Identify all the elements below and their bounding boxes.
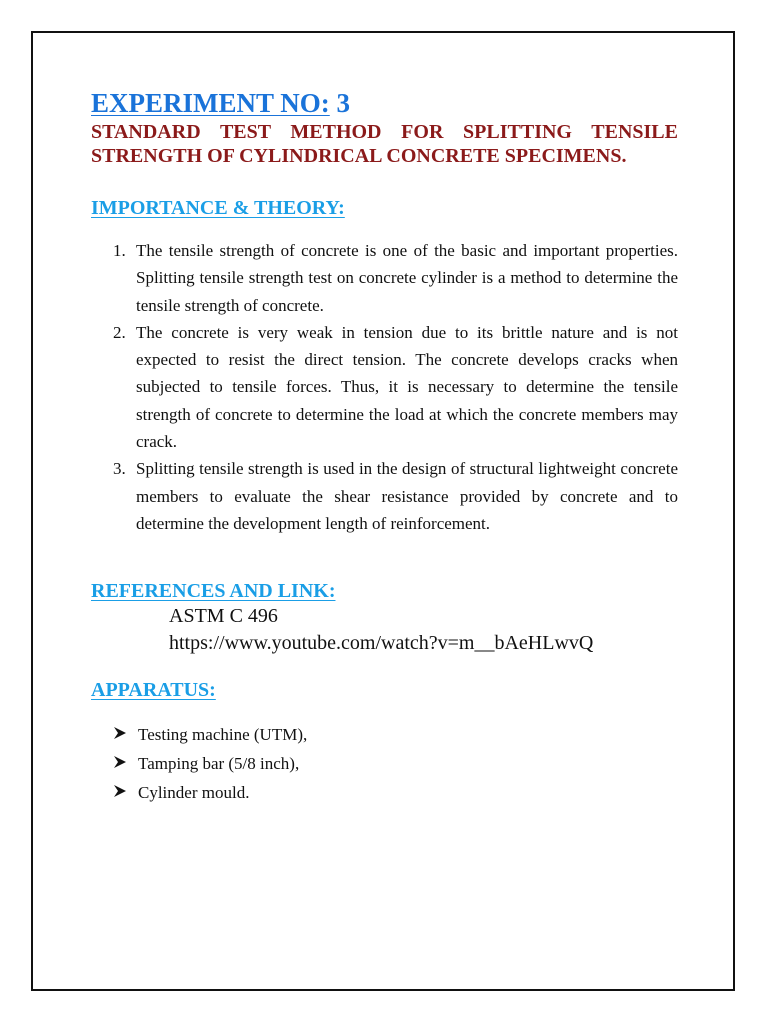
experiment-title: STANDARD TEST METHOD FOR SPLITTING TENSILE STRENGTH OF CYLINDRICAL CONCRETE SPECIMENS. <box>91 121 678 167</box>
reference-link[interactable]: https://www.youtube.com/watch?v=m__bAeHLwvQ <box>169 632 594 655</box>
list-item <box>113 778 678 807</box>
theory-heading: IMPORTANCE & THEORY: <box>91 197 345 219</box>
list-item-number: 3. <box>113 459 126 479</box>
experiment-number: 3 <box>336 88 351 118</box>
list-item <box>113 720 678 749</box>
list-item-text: The concrete is very weak in tension due to its brittle nature and is not expected to resist the direct tension. The concrete develops cracks when subjected to tensile forces. Thus, it is necessary to determine the tensile strength of concrete to determine the load at which the concrete members may crack. <box>136 322 678 452</box>
theory-list <box>91 237 678 537</box>
apparatus-item-text: Tamping bar (5/8 inch), <box>138 754 300 774</box>
reference-standard: ASTM C 496 <box>169 605 278 628</box>
list-item-text: Splitting tensile strength is used in the design of structural lightweight concrete members to evaluate the shear resistance provided by concrete and to determine the development length of reinforcement. <box>136 459 678 533</box>
arrowhead-bullet-icon <box>113 720 138 749</box>
arrowhead-bullet-icon <box>113 749 138 778</box>
arrowhead-bullet-icon <box>113 778 138 807</box>
list-item-text: The tensile strength of concrete is one of the basic and important properties. Splitting tensile strength test on concrete cylinder is a method to determine the tensile strength of concrete. <box>136 241 678 315</box>
experiment-label: EXPERIMENT NO: <box>91 88 330 118</box>
list-item-number: 1. <box>113 241 126 260</box>
experiment-heading <box>91 86 678 120</box>
apparatus-item-text: Cylinder mould. <box>138 783 250 803</box>
document-content <box>91 86 678 807</box>
list-item <box>91 455 678 537</box>
apparatus-item-text: Testing machine (UTM), <box>138 725 308 745</box>
list-item <box>91 319 678 455</box>
apparatus-list <box>91 720 678 807</box>
list-item <box>113 749 678 778</box>
list-item-number: 2. <box>113 322 126 342</box>
apparatus-heading: APPARATUS: <box>91 679 216 702</box>
references-heading: REFERENCES AND LINK: <box>91 580 336 603</box>
list-item <box>91 237 678 319</box>
